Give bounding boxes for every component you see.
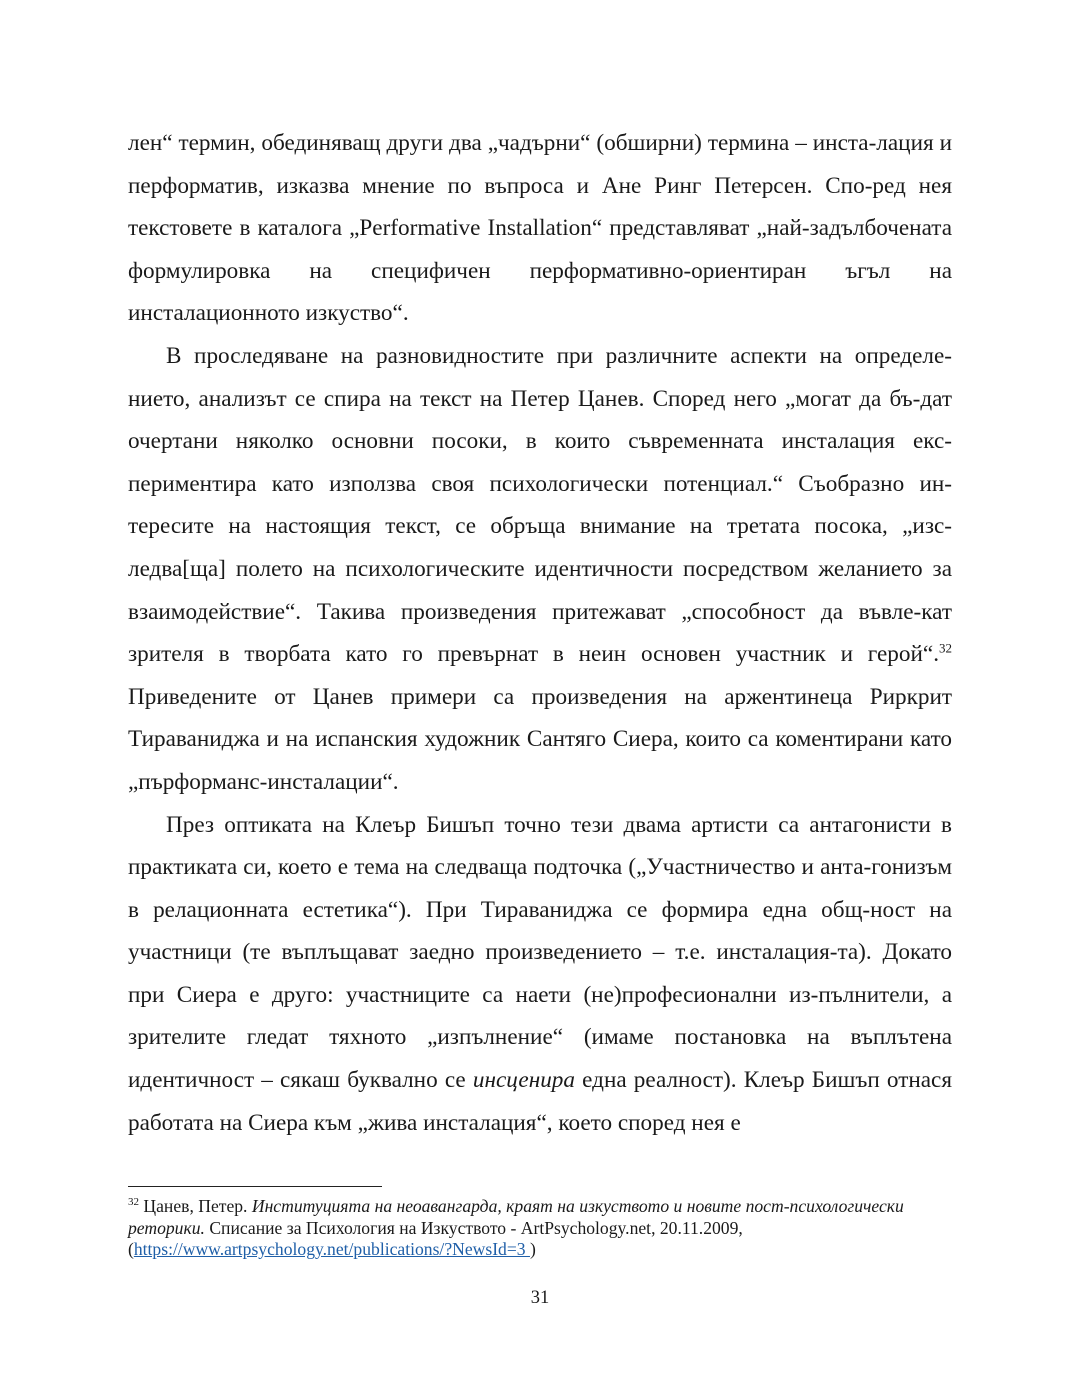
page-number: 31 xyxy=(530,1288,550,1308)
paragraph-1: лен“ термин, обединяващ други два „чадърни“ (обширни) термина – инста-лация и перформатив, изказва мнение по въпроса и Ане Ринг Петерсен. Спо-ред нея текстовете в каталога „Performative Installation“ представляват „най-задълбочената формулировка на специфичен перформативно-ориентиран ъгъл на инсталационното изкуство“. xyxy=(128,130,952,327)
footnote-closing: ) xyxy=(529,1239,536,1259)
footnote-32 xyxy=(128,1196,952,1261)
paragraph-3-emphasis: инсценира xyxy=(472,1067,575,1094)
footnote-separator xyxy=(128,1186,382,1187)
paragraph-2-tail: Приведените от Цанев примери са произведения на аржентинеца Риркрит Тираваниджа и на испанския художник Сантяго Сиера, които са коментирани като „пърформанс-инсталации“. xyxy=(128,683,952,795)
footnote-reference-32[interactable]: 32 xyxy=(939,640,952,656)
paragraph-3 xyxy=(128,804,952,1145)
footnote-author: Цанев, Петер. xyxy=(143,1196,248,1216)
footnote-number: 32 xyxy=(128,1196,139,1209)
footnote-link[interactable]: https://www.artpsychology.net/publications/?NewsId=3 xyxy=(133,1239,530,1259)
paragraph-3-end: една реалност). Клеър Бишъп отнася работата на Сиера към „жива инсталация“, което според нея е xyxy=(128,1067,952,1136)
paragraph-2 xyxy=(128,335,952,804)
paragraph-3-text: През оптиката на Клеър Бишъп точно тези двама артисти са антагонисти в практиката си, което е тема на следваща подточка („Участничество и анта-гонизъм в релационната естетика“). При Тираваниджа се формира една общ-ност на участници (те въплъщават заедно произведението – т.е. инсталация-та). Докато при Сиера е друго: участниците са наети (не)професионални из-пълнители, а зрителите гледат тяхното „изпълнение“ (имаме постановка на въплътена идентичност – сякаш буквално се xyxy=(128,811,952,1094)
paragraph-2-text: В проследяване на разновидностите при различните аспекти на определе-нието, анализът се спира на текст на Петер Цанев. Според него „могат да бъ-дат очертани няколко основни посоки, в които съвременната инсталация екс-периментира като използва своя психологически потенциал.“ Съобразно ин-тересите на настоящия текст, се обръща внимание на третата посока, „изс-ледва[ща] полето на психологическите идентичности посредством желанието за взаимодействие“. Такива произведения притежават „способност да въвле-кат зрителя в творбата като го превърнат в неин основен участник и герой“. xyxy=(128,342,952,668)
footnote-title: Институцията на неоавангарда, краят на изкуството и новите пост-психологически реторики. xyxy=(128,1196,904,1238)
body-text xyxy=(128,122,952,1144)
footnote-journal: Списание за Психология на Изкуството - ArtPsychology.net, 20.11.2009, ( xyxy=(128,1217,743,1259)
